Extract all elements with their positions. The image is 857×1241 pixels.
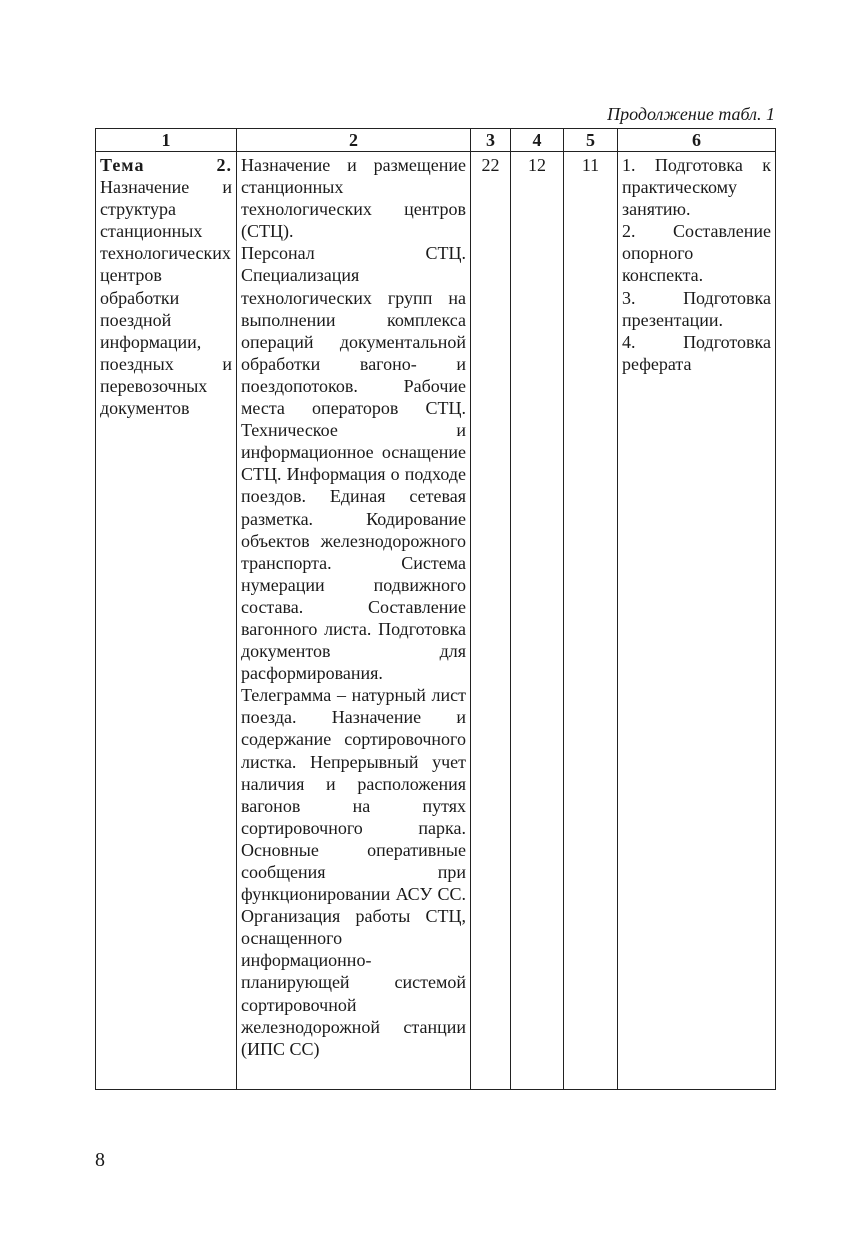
tasks-cell [618, 152, 776, 1090]
table-header-row [96, 129, 776, 152]
topic-label: Тема 2. [100, 155, 232, 175]
description-paragraph: Персонал СТЦ. Специализация технологических групп на выполнении комплекса операций документальной обработки вагоно- и поездопотоков. Рабочие места операторов СТЦ. Техническое и информационное оснащение СТЦ. Информация о подходе поездов. Единая сетевая разметка. Кодирование объектов железнодорожного транспорта. Система нумерации подвижного состава. Составление вагонного листа. Подготовка документов для расформирования. [241, 243, 466, 684]
task-item: 4. Подготовка реферата [622, 331, 771, 374]
hours-col-5: 11 [564, 152, 618, 1090]
header-col-4: 4 [511, 129, 564, 152]
task-item: 3. Подготовка презентации. [622, 287, 771, 330]
topic-cell [96, 152, 237, 1090]
table-row [96, 152, 776, 1090]
task-item: 2. Составление опорного конспекта. [622, 221, 771, 286]
header-col-1: 1 [96, 129, 237, 152]
header-col-5: 5 [564, 129, 618, 152]
task-item: 1. Подготовка к практическому занятию. [622, 155, 771, 220]
hours-col-4: 12 [511, 152, 564, 1090]
description-cell [237, 152, 471, 1090]
description-paragraph: Назначение и размещение станционных технологических центров (СТЦ). [241, 155, 466, 242]
header-col-3: 3 [471, 129, 511, 152]
curriculum-table [95, 128, 776, 1090]
topic-title: Назначение и структура станционных технологических центров обработки поездной информации, поездных и перевозочных документов [100, 177, 232, 419]
header-col-2: 2 [237, 129, 471, 152]
header-col-6: 6 [618, 129, 776, 152]
description-paragraph: Телеграмма – натурный лист поезда. Назначение и содержание сортировочного листка. Непрерывный учет наличия и расположения вагонов на путях сортировочного парка. Основные оперативные сообщения при функционировании АСУ СС. Организация работы СТЦ, оснащенного информационно-планирующей системой сортировочной железнодорожной станции (ИПС СС) [241, 685, 466, 1059]
hours-col-3: 22 [471, 152, 511, 1090]
page-number: 8 [95, 1149, 105, 1171]
table-continuation-label: Продолжение табл. 1 [607, 104, 775, 124]
